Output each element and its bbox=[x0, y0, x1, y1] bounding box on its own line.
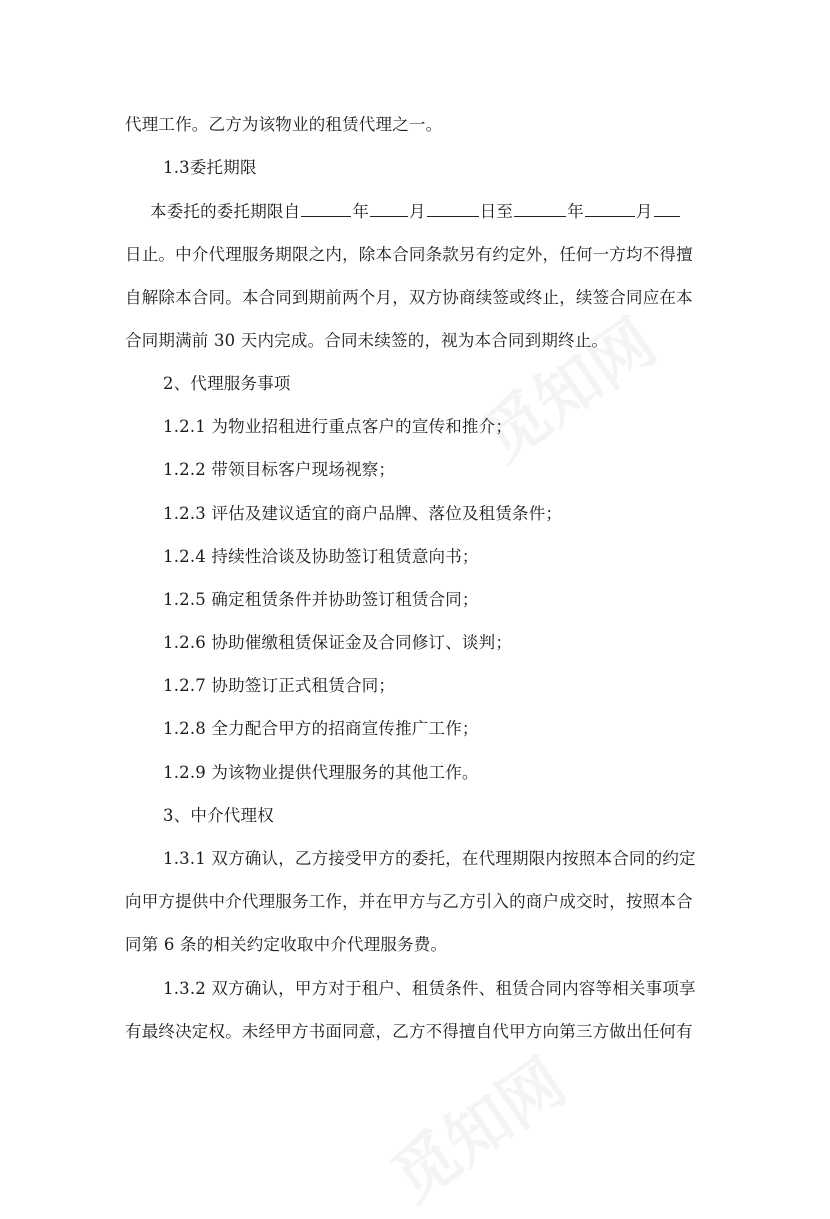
term-line bbox=[150, 200, 710, 224]
list-item: 1.2.7 协助签订正式租赁合同； bbox=[163, 676, 396, 695]
paragraph-line: 合同期满前 30 天内完成。合同未续签的，视为本合同到期终止。 bbox=[125, 331, 609, 350]
section-heading: 2、代理服务事项 bbox=[163, 374, 291, 393]
paragraph-line: 1.3.1 双方确认，乙方接受甲方的委托，在代理期限内按照本合同的约定 bbox=[163, 849, 696, 868]
blank-field bbox=[301, 200, 351, 217]
section-heading: 3、中介代理权 bbox=[163, 806, 274, 825]
paragraph-line: 自解除本合同。本合同到期前两个月，双方协商续签或终止，续签合同应在本 bbox=[125, 288, 693, 307]
blank-field bbox=[654, 200, 680, 217]
paragraph-line: 向甲方提供中介代理服务工作，并在甲方与乙方引入的商户成交时，按照本合 bbox=[125, 892, 693, 911]
day-to-label: 日至 bbox=[479, 202, 514, 221]
month-label: 月 bbox=[409, 202, 426, 221]
paragraph-line: 有最终决定权。未经甲方书面同意，乙方不得擅自代甲方向第三方做出任何有 bbox=[125, 1022, 693, 1041]
blank-field bbox=[427, 200, 479, 217]
paragraph-line: 代理工作。乙方为该物业的租赁代理之一。 bbox=[125, 115, 443, 134]
year-label: 年 bbox=[352, 202, 370, 221]
list-item: 1.2.5 确定租赁条件并协助签订租赁合同； bbox=[163, 590, 479, 609]
paragraph-line: 日止。中介代理服务期限之内，除本合同条款另有约定外，任何一方均不得擅 bbox=[125, 245, 693, 264]
list-item: 1.2.6 协助催缴租赁保证金及合同修订、谈判； bbox=[163, 633, 513, 652]
blank-field bbox=[370, 200, 408, 217]
list-item: 1.2.9 为该物业提供代理服务的其他工作。 bbox=[163, 763, 479, 782]
blank-field bbox=[585, 200, 635, 217]
list-item: 1.2.8 全力配合甲方的招商宣传推广工作； bbox=[163, 719, 479, 738]
list-item: 1.2.3 评估及建议适宜的商户品牌、落位及租赁条件； bbox=[163, 504, 563, 523]
term-prefix: 本委托的委托期限自 bbox=[150, 202, 301, 221]
list-item: 1.2.1 为物业招租进行重点客户的宣传和推介； bbox=[163, 417, 513, 436]
list-item: 1.2.4 持续性洽谈及协助签订租赁意向书； bbox=[163, 547, 479, 566]
year-label: 年 bbox=[567, 202, 584, 221]
paragraph-line: 1.3.2 双方确认，甲方对于租户、租赁条件、租赁合同内容等相关事项享 bbox=[163, 979, 696, 998]
list-item: 1.2.2 带领目标客户现场视察； bbox=[163, 460, 396, 479]
section-heading: 1.3委托期限 bbox=[163, 158, 257, 177]
paragraph-line: 同第 6 条的相关约定收取中介代理服务费。 bbox=[125, 935, 448, 954]
watermark bbox=[371, 1033, 581, 1218]
month-label: 月 bbox=[635, 202, 653, 221]
blank-field bbox=[514, 200, 566, 217]
